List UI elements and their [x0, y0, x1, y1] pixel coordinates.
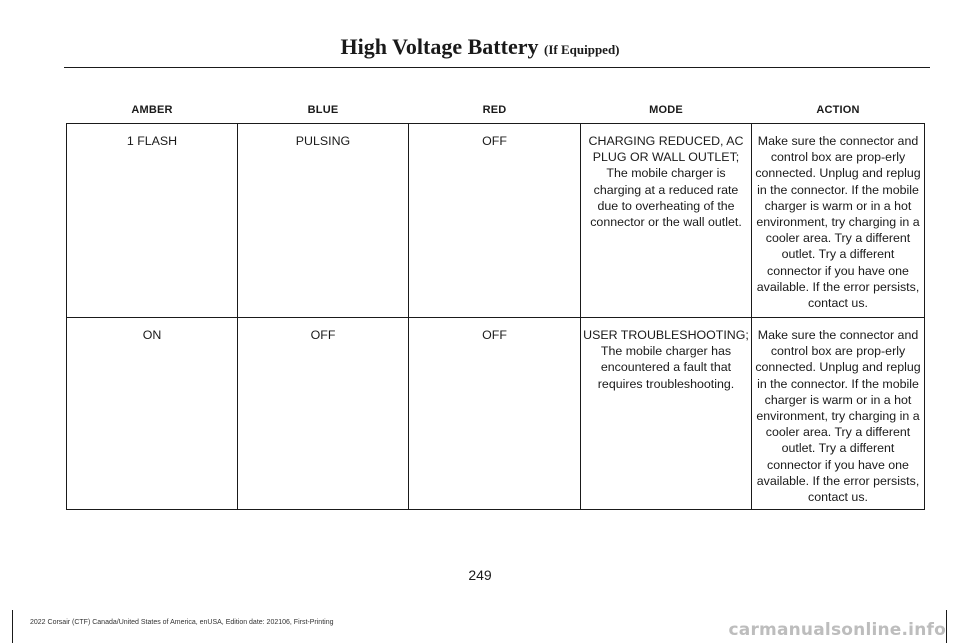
header-rule — [64, 67, 930, 68]
cell-mode: CHARGING REDUCED, AC PLUG OR WALL OUTLET; The mobile charger is charging at a reduced rate due to overheating of the connector or the wall outlet. — [581, 124, 752, 318]
page-number: 249 — [468, 567, 492, 583]
page-title-text: High Voltage Battery — [340, 34, 539, 59]
column-header-action: ACTION — [752, 96, 925, 124]
watermark-text: carmanualsonline.info — [728, 620, 946, 640]
table-header-row — [67, 96, 925, 124]
cell-blue: OFF — [238, 318, 409, 510]
page-title-subtitle: (If Equipped) — [544, 42, 620, 57]
crop-mark-right — [946, 610, 947, 643]
column-header-mode: MODE — [581, 96, 752, 124]
cell-action: Make sure the connector and control box are prop-erly connected. Unplug and replug in the connector. If the mobile charger is warm or in a hot environment, try charging in a cooler area. Try a different outlet. Try a different connector if you have one available. If the error persists, contact us. — [752, 318, 925, 510]
cell-red: OFF — [409, 318, 581, 510]
cell-amber: 1 FLASH — [67, 124, 238, 318]
cell-blue: PULSING — [238, 124, 409, 318]
edition-footer: 2022 Corsair (CTF) Canada/United States of America, enUSA, Edition date: 202106, First-Printing — [30, 619, 334, 626]
cell-mode: USER TROUBLESHOOTING; The mobile charger has encountered a fault that requires troubleshooting. — [581, 318, 752, 510]
column-header-blue: BLUE — [238, 96, 409, 124]
crop-mark-left — [12, 610, 13, 643]
page-title — [0, 34, 960, 60]
column-header-amber: AMBER — [67, 96, 238, 124]
cell-amber: ON — [67, 318, 238, 510]
cell-red: OFF — [409, 124, 581, 318]
table-row — [67, 124, 925, 318]
table-row — [67, 318, 925, 510]
cell-action: Make sure the connector and control box are prop-erly connected. Unplug and replug in the connector. If the mobile charger is warm or in a hot environment, try charging in a cooler area. Try a different outlet. Try a different connector if you have one available. If the error persists, contact us. — [752, 124, 925, 318]
column-header-red: RED — [409, 96, 581, 124]
charger-status-table — [66, 96, 925, 510]
